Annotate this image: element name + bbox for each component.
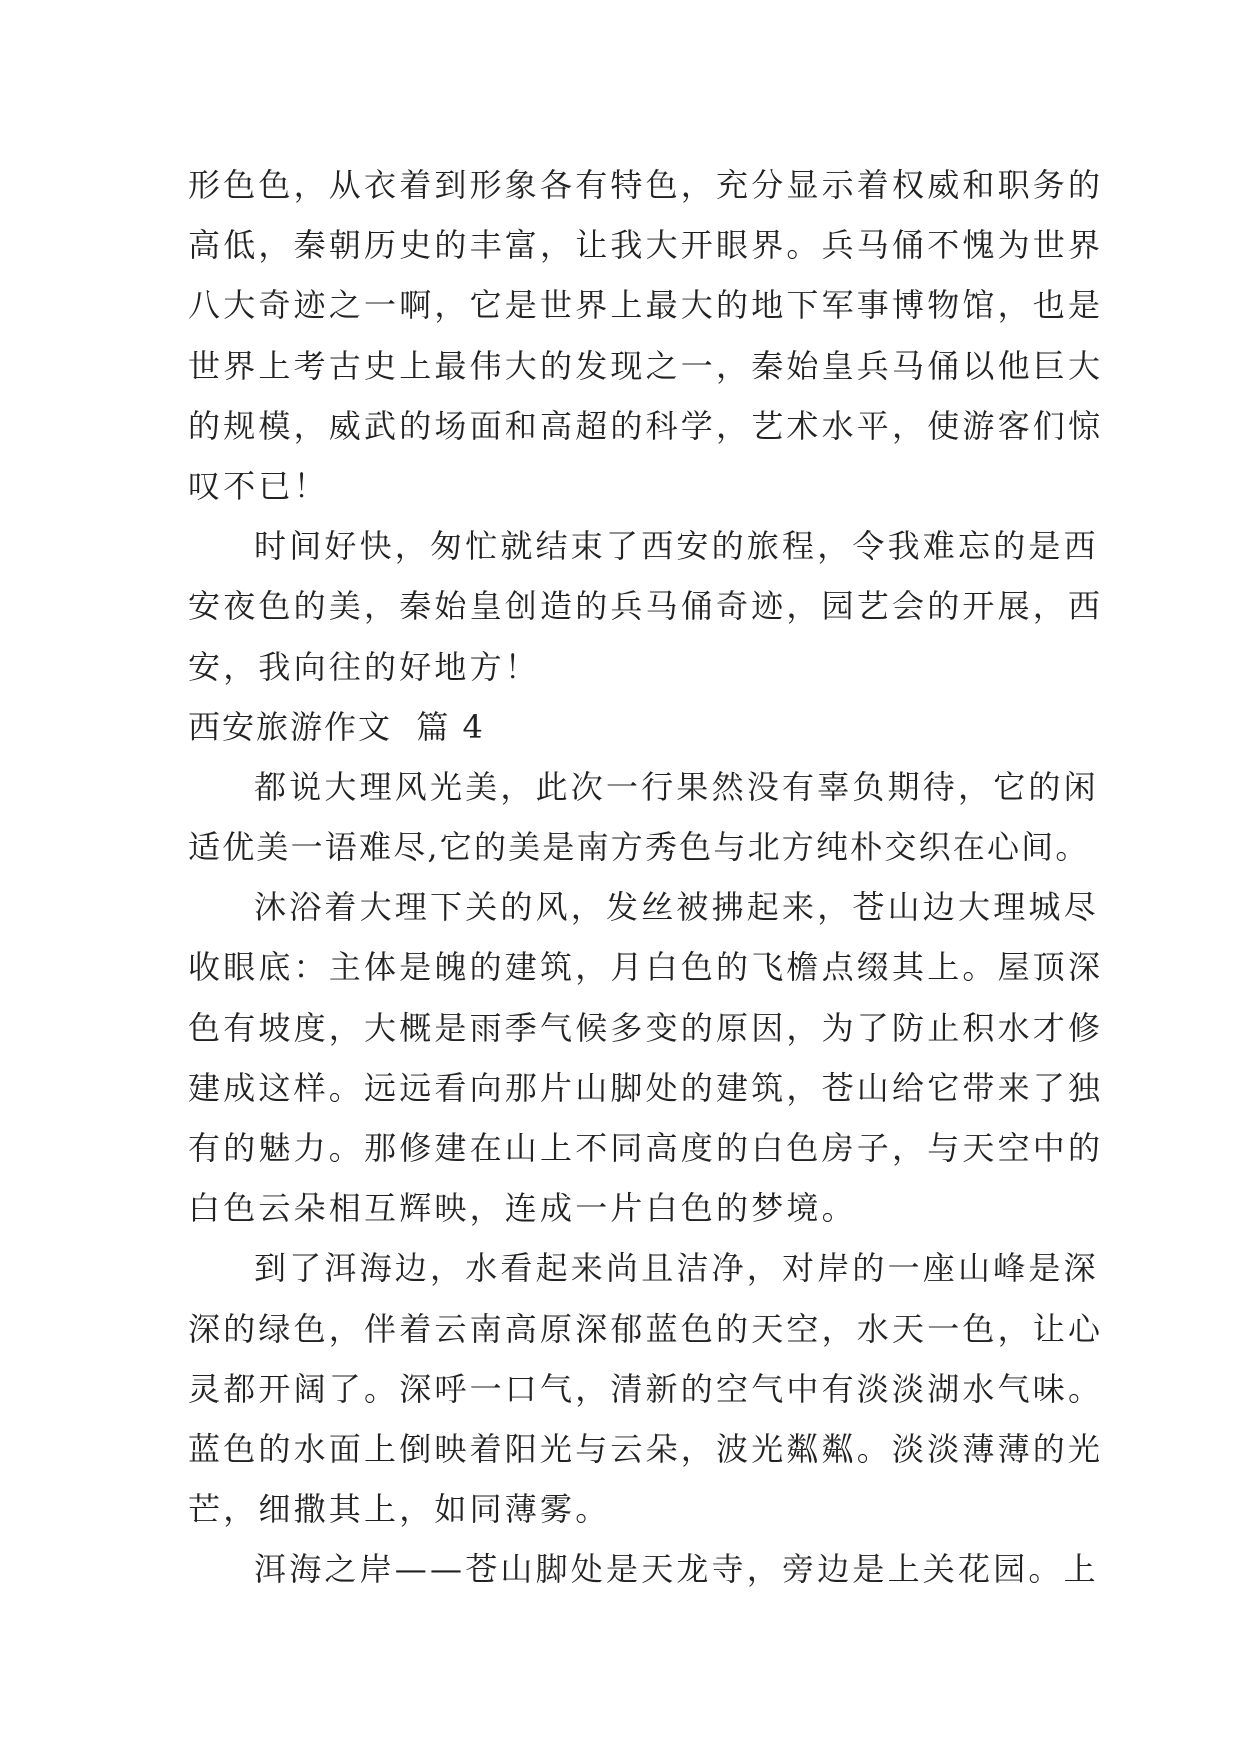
text-line: 的规模，威武的场面和高超的科学，艺术水平，使游客们惊 <box>188 406 1104 445</box>
text-line: 建成这样。远远看向那片山脚处的建筑，苍山给它带来了独 <box>188 1068 1104 1107</box>
text-line: 安，我向往的好地方！ <box>188 647 541 686</box>
text-line: 高低，秦朝历史的丰富，让我大开眼界。兵马俑不愧为世界 <box>188 226 1104 265</box>
text-line: 有的魅力。那修建在山上不同高度的白色房子，与天空中的 <box>188 1129 1104 1167</box>
text-line: 深的绿色，伴着云南高原深郁蓝色的天空，水天一色，让心 <box>188 1309 1104 1348</box>
paragraph-first-line: 洱海之岸——苍山脚处是天龙寺，旁边是上关花园。上 <box>254 1550 1099 1589</box>
text-line: 收眼底：主体是魄的建筑，月白色的飞檐点缀其上。屋顶深 <box>188 948 1104 987</box>
section-heading: 西安旅游作文 篇 4 <box>188 707 485 746</box>
paragraph-first-line: 到了洱海边，水看起来尚且洁净，对岸的一座山峰是深 <box>254 1249 1099 1288</box>
text-line: 形色色，从衣着到形象各有特色，充分显示着权威和职务的 <box>188 166 1104 204</box>
paragraph-first-line: 都说大理风光美，此次一行果然没有辜负期待，它的闲 <box>254 767 1099 806</box>
text-line: 适优美一语难尽,它的美是南方秀色与北方纯朴交织在心间。 <box>188 828 1090 867</box>
document-body <box>188 155 1104 1600</box>
text-line: 八大奇迹之一啊，它是世界上最大的地下军事博物馆，也是 <box>188 286 1104 325</box>
text-line: 安夜色的美，秦始皇创造的兵马俑奇迹，园艺会的开展，西 <box>188 587 1104 626</box>
text-line: 世界上考古史上最伟大的发现之一，秦始皇兵马俑以他巨大 <box>188 346 1104 385</box>
text-line: 白色云朵相互辉映，连成一片白色的梦境。 <box>188 1189 857 1228</box>
text-line: 色有坡度，大概是雨季气候多变的原因，为了防止积水才修 <box>188 1008 1104 1047</box>
text-line: 蓝色的水面上倒映着阳光与云朵，波光粼粼。淡淡薄薄的光 <box>188 1429 1104 1468</box>
text-line: 灵都开阔了。深呼一口气，清新的空气中有淡淡湖水气味。 <box>188 1369 1104 1408</box>
paragraph-first-line: 沐浴着大理下关的风，发丝被拂起来，苍山边大理城尽 <box>254 888 1099 927</box>
text-line: 叹不已！ <box>188 466 329 505</box>
paragraph-first-line: 时间好快，匆忙就结束了西安的旅程，令我难忘的是西 <box>254 527 1099 566</box>
text-line: 芒，细撒其上，如同薄雾。 <box>188 1490 611 1529</box>
